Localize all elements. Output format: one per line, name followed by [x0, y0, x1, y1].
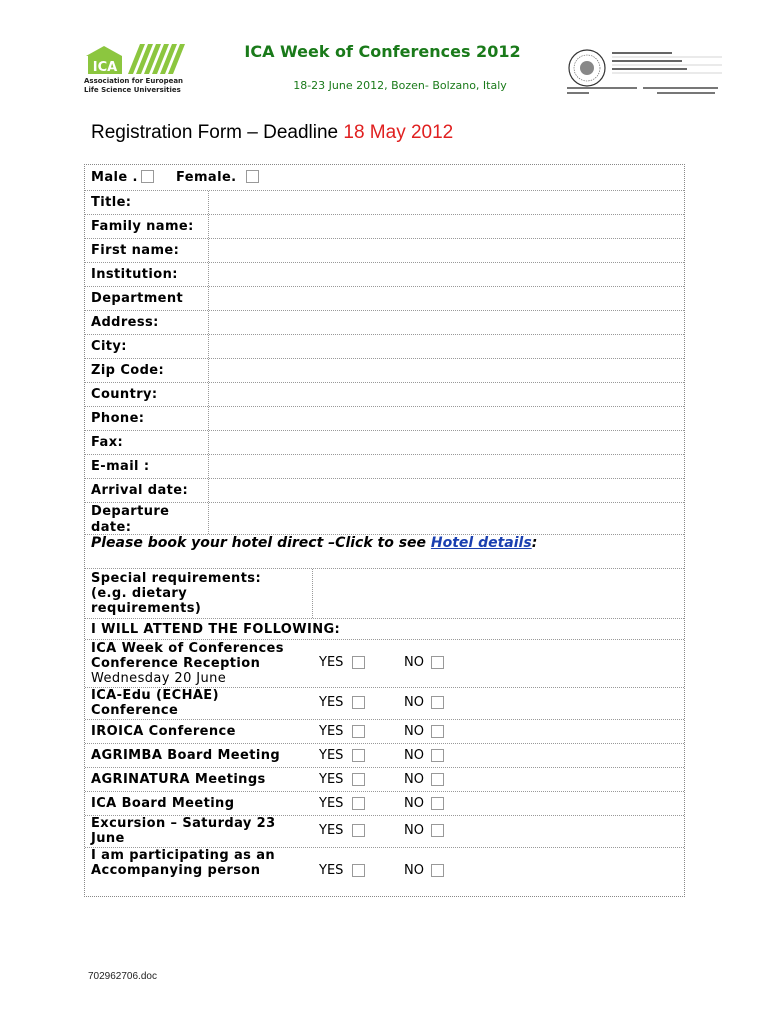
male-checkbox[interactable]	[141, 170, 154, 183]
field-label: First name:	[91, 243, 180, 258]
attend-header: I WILL ATTEND THE FOLLOWING:	[91, 622, 341, 637]
yes-label: YES	[319, 796, 344, 811]
event-label: I am participating as an Accompanying person	[91, 848, 276, 878]
special-requirements-label: Special requirements: (e.g. dietary requirements)	[91, 571, 262, 616]
field-row-zip-code	[85, 359, 684, 383]
event-label: ICA Board Meeting	[91, 796, 235, 811]
no-label: NO	[404, 724, 424, 739]
special-requirements-row	[85, 569, 684, 619]
logo-caption: Association for European Life Science Universities	[84, 77, 184, 94]
event-row-reception	[85, 640, 684, 688]
university-name-graphic	[612, 50, 722, 80]
zip-code-input[interactable]	[209, 359, 684, 382]
event-row-iroica	[85, 720, 684, 744]
hotel-details-link[interactable]: Hotel details	[430, 535, 532, 551]
field-label: Departure date:	[91, 504, 170, 535]
event-label: ICA-Edu (ECHAE) Conference	[91, 688, 219, 718]
form-title: Registration Form – Deadline 18 May 2012	[91, 122, 454, 143]
reception-yes-checkbox[interactable]	[352, 656, 365, 669]
conference-subtitle: 18-23 June 2012, Bozen- Bolzano, Italy	[293, 79, 507, 92]
departure-date-input[interactable]	[209, 503, 684, 534]
field-row-city	[85, 335, 684, 359]
field-row-departure-date	[85, 503, 684, 535]
field-label: Arrival date:	[91, 483, 189, 498]
event-row-agrinatura	[85, 768, 684, 792]
yes-label: YES	[319, 695, 344, 710]
field-row-family-name	[85, 215, 684, 239]
field-label: Country:	[91, 387, 158, 402]
iroica-yes-checkbox[interactable]	[352, 725, 365, 738]
hotel-row	[85, 535, 684, 569]
field-label: Family name:	[91, 219, 194, 234]
excursion-yes-checkbox[interactable]	[352, 824, 365, 837]
field-row-phone	[85, 407, 684, 431]
field-label: Title:	[91, 195, 132, 210]
yes-label: YES	[319, 772, 344, 787]
event-row-excursion	[85, 816, 684, 848]
ica-edu-yes-checkbox[interactable]	[352, 696, 365, 709]
event-label: Excursion – Saturday 23 June	[91, 816, 276, 846]
yes-label: YES	[319, 863, 344, 878]
event-label: AGRINATURA Meetings	[91, 772, 266, 787]
no-label: NO	[404, 695, 424, 710]
event-label: AGRIMBA Board Meeting	[91, 748, 281, 763]
field-row-department	[85, 287, 684, 311]
document-filename: 702962706.doc	[88, 971, 157, 982]
field-row-institution	[85, 263, 684, 287]
no-label: NO	[404, 823, 424, 838]
field-row-address	[85, 311, 684, 335]
yes-label: YES	[319, 655, 344, 670]
event-row-accompanying	[85, 848, 684, 896]
faculty-name-graphic	[567, 86, 727, 98]
male-label: Male .	[91, 170, 138, 185]
conference-title: ICA Week of Conferences 2012	[244, 42, 521, 61]
fax-input[interactable]	[209, 431, 684, 454]
ica-edu-no-checkbox[interactable]	[431, 696, 444, 709]
agrinatura-no-checkbox[interactable]	[431, 773, 444, 786]
event-row-ica-board	[85, 792, 684, 816]
city-input[interactable]	[209, 335, 684, 358]
email-input[interactable]	[209, 455, 684, 478]
svg-text:ICA: ICA	[92, 60, 118, 75]
attend-header-row	[85, 619, 684, 640]
registration-table	[84, 164, 685, 897]
yes-label: YES	[319, 748, 344, 763]
field-row-first-name	[85, 239, 684, 263]
agrimba-yes-checkbox[interactable]	[352, 749, 365, 762]
yes-label: YES	[319, 823, 344, 838]
title-input[interactable]	[209, 191, 684, 214]
field-label: Institution:	[91, 267, 178, 282]
university-seal-icon	[567, 48, 607, 88]
family-name-input[interactable]	[209, 215, 684, 238]
agrimba-no-checkbox[interactable]	[431, 749, 444, 762]
country-input[interactable]	[209, 383, 684, 406]
excursion-no-checkbox[interactable]	[431, 824, 444, 837]
no-label: NO	[404, 655, 424, 670]
special-requirements-input[interactable]	[313, 569, 684, 618]
event-label: IROICA Conference	[91, 724, 236, 739]
field-label: Zip Code:	[91, 363, 165, 378]
agrinatura-yes-checkbox[interactable]	[352, 773, 365, 786]
first-name-input[interactable]	[209, 239, 684, 262]
female-label: Female.	[176, 170, 237, 185]
no-label: NO	[404, 796, 424, 811]
field-row-email	[85, 455, 684, 479]
no-label: NO	[404, 863, 424, 878]
institution-input[interactable]	[209, 263, 684, 286]
field-row-title	[85, 191, 684, 215]
event-label: ICA Week of Conferences Conference Reception Wednesday 20 June	[91, 641, 284, 686]
address-input[interactable]	[209, 311, 684, 334]
ica-board-yes-checkbox[interactable]	[352, 797, 365, 810]
yes-label: YES	[319, 724, 344, 739]
deadline-date: 18 May 2012	[343, 122, 454, 143]
ica-board-no-checkbox[interactable]	[431, 797, 444, 810]
field-label: City:	[91, 339, 127, 354]
accompanying-no-checkbox[interactable]	[431, 864, 444, 877]
reception-no-checkbox[interactable]	[431, 656, 444, 669]
phone-input[interactable]	[209, 407, 684, 430]
field-row-arrival-date	[85, 479, 684, 503]
female-checkbox[interactable]	[246, 170, 259, 183]
event-row-ica-edu	[85, 688, 684, 720]
event-row-agrimba	[85, 744, 684, 768]
field-label: Phone:	[91, 411, 145, 426]
arrival-date-input[interactable]	[209, 479, 684, 502]
field-label: Fax:	[91, 435, 124, 450]
field-label: Address:	[91, 315, 159, 330]
accompanying-yes-checkbox[interactable]	[352, 864, 365, 877]
iroica-no-checkbox[interactable]	[431, 725, 444, 738]
gender-row	[85, 165, 684, 191]
field-label: E-mail :	[91, 459, 150, 474]
field-label: Department	[91, 291, 184, 306]
no-label: NO	[404, 772, 424, 787]
department-input[interactable]	[209, 287, 684, 310]
hotel-note: Please book your hotel direct –Click to see Hotel details:	[91, 535, 538, 551]
field-row-fax	[85, 431, 684, 455]
no-label: NO	[404, 748, 424, 763]
field-row-country	[85, 383, 684, 407]
